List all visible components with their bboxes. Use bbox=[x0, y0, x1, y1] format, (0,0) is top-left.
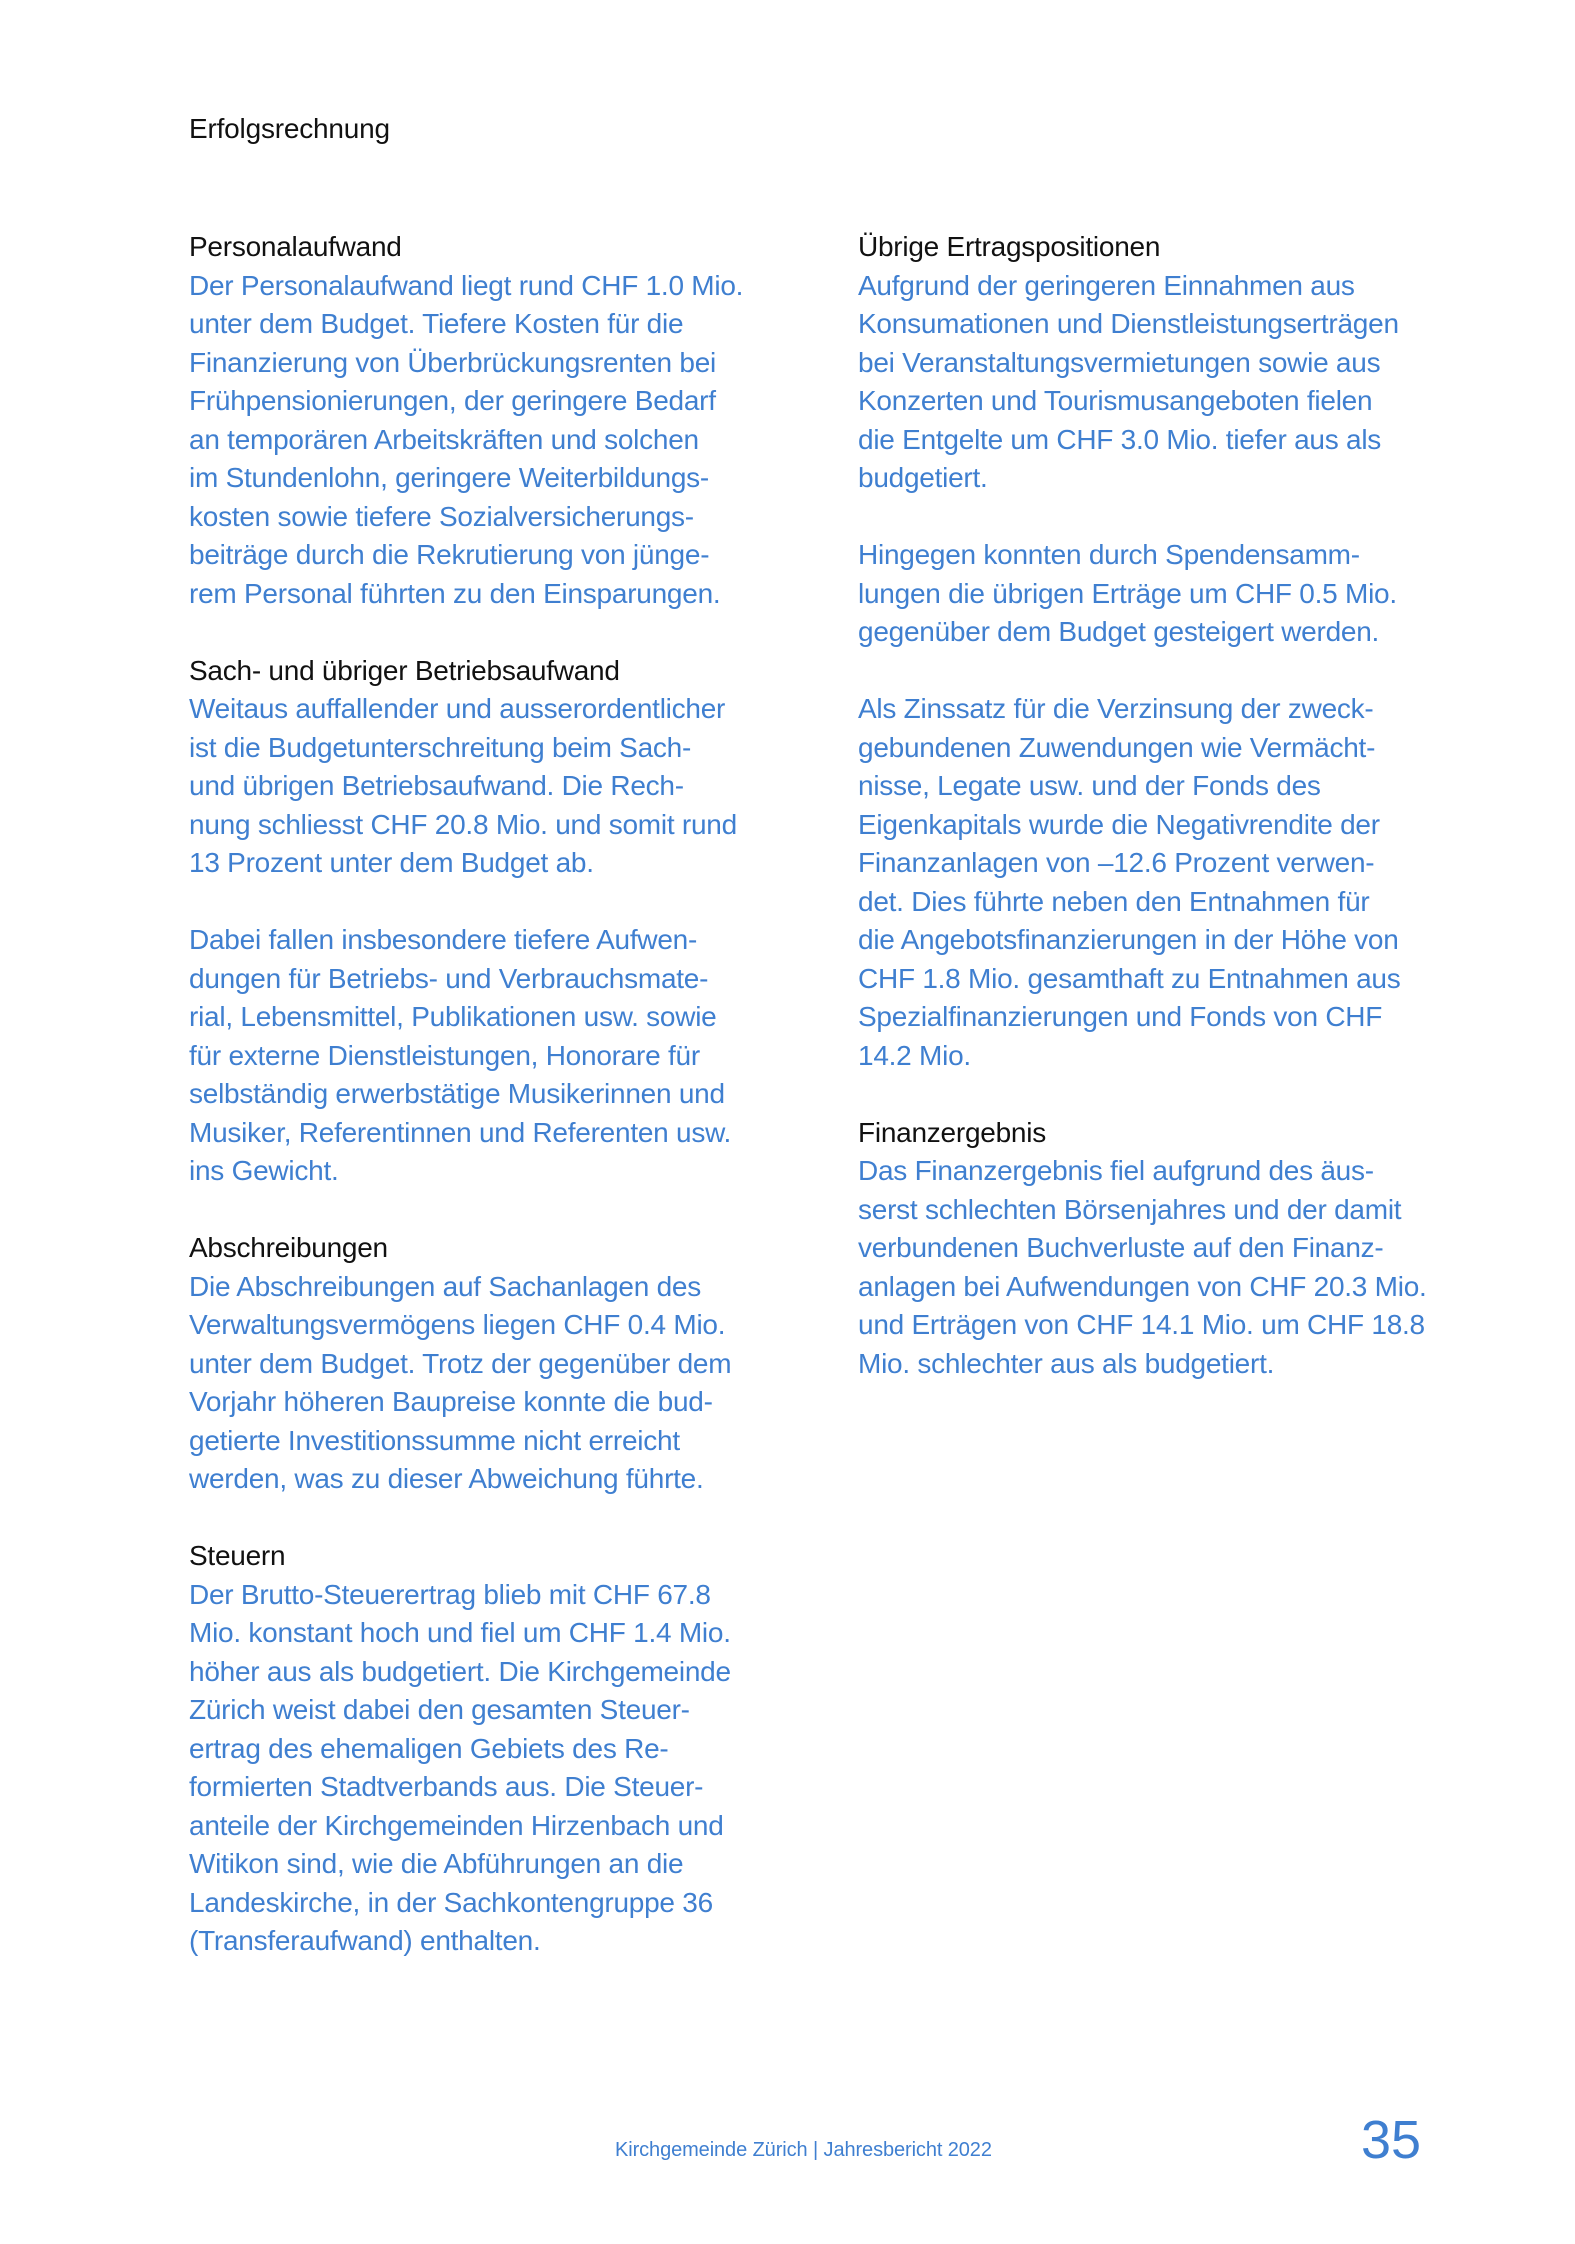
text-line: formierten Stadtverbands aus. Die Steuer- bbox=[189, 1771, 704, 1802]
text-line: Frühpensionierungen, der geringere Bedarf bbox=[189, 385, 716, 416]
paragraph bbox=[858, 1152, 1488, 1383]
text-line: Aufgrund der geringeren Einnahmen aus bbox=[858, 269, 1355, 301]
text-line: budgetiert. bbox=[858, 462, 988, 493]
text-line: lungen die übrigen Erträge um CHF 0.5 Mio. bbox=[858, 577, 1397, 609]
text-line: Finanzanlagen von –12.6 Prozent verwen- bbox=[858, 847, 1375, 878]
paragraph bbox=[189, 690, 819, 883]
text-line: anteile der Kirchgemeinden Hirzenbach und bbox=[189, 1809, 724, 1841]
text-line: im Stundenlohn, geringere Weiterbildungs- bbox=[189, 462, 709, 493]
text-line: selbständig erwerbstätige Musikerinnen und bbox=[189, 1078, 725, 1109]
text-line: Eigenkapitals wurde die Negativrendite der bbox=[858, 808, 1380, 840]
paragraph bbox=[858, 536, 1488, 652]
text-line: die Angebotsfinanzierungen in der Höhe von bbox=[858, 924, 1399, 955]
text-line: Landeskirche, in der Sachkontengruppe 36 bbox=[189, 1886, 713, 1918]
text-line: ist die Budgetunterschreitung beim Sach- bbox=[189, 731, 692, 763]
text-line: ins Gewicht. bbox=[189, 1155, 339, 1186]
text-line: Konsumationen und Dienstleistungserträgen bbox=[858, 308, 1399, 339]
text-line: 13 Prozent unter dem Budget ab. bbox=[189, 847, 594, 878]
text-line: an temporären Arbeitskräften und solchen bbox=[189, 423, 699, 455]
footer-publication-info: Kirchgemeinde Zürich | Jahresbericht 2022 bbox=[615, 2139, 992, 2161]
text-line: kosten sowie tiefere Sozialversicherungs- bbox=[189, 500, 694, 532]
paragraph bbox=[189, 921, 819, 1191]
section-finanzergebnis bbox=[858, 1114, 1488, 1384]
text-line: Dabei fallen insbesondere tiefere Aufwen- bbox=[189, 924, 698, 955]
section-heading: Personalaufwand bbox=[189, 231, 402, 262]
paragraph bbox=[858, 690, 1488, 1075]
text-line: Mio. schlechter aus als budgetiert. bbox=[858, 1347, 1275, 1379]
text-line: rial, Lebensmittel, Publikationen usw. sowie bbox=[189, 1001, 717, 1032]
text-line: dungen für Betriebs- und Verbrauchsmate- bbox=[189, 962, 709, 994]
text-line: für externe Dienstleistungen, Honorare für bbox=[189, 1039, 700, 1071]
text-line: gegenüber dem Budget gesteigert werden. bbox=[858, 616, 1380, 647]
section-heading: Finanzergebnis bbox=[858, 1116, 1046, 1148]
text-line: Mio. konstant hoch und fiel um CHF 1.4 Mio. bbox=[189, 1617, 731, 1648]
section-heading: Steuern bbox=[189, 1540, 286, 1571]
text-line: Vorjahr höheren Baupreise konnte die bud- bbox=[189, 1386, 713, 1417]
text-line: bei Veranstaltungsvermietungen sowie aus bbox=[858, 346, 1381, 378]
paragraph bbox=[189, 1576, 819, 1961]
text-line: 14.2 Mio. bbox=[858, 1039, 971, 1071]
section-personalaufwand bbox=[189, 228, 819, 613]
paragraph bbox=[189, 1268, 819, 1499]
paragraph bbox=[858, 267, 1488, 498]
section-abschreibungen bbox=[189, 1229, 819, 1499]
text-line: rem Personal führten zu den Einsparungen. bbox=[189, 577, 721, 609]
left-column bbox=[189, 228, 819, 1999]
right-column bbox=[858, 228, 1488, 1422]
text-line: (Transferaufwand) enthalten. bbox=[189, 1925, 541, 1956]
text-line: verbundenen Buchverluste auf den Finanz- bbox=[858, 1232, 1384, 1263]
section-heading: Sach- und übriger Betriebsaufwand bbox=[189, 654, 620, 686]
text-line: Musiker, Referentinnen und Referenten usw. bbox=[189, 1116, 732, 1148]
section-heading: Übrige Ertragspositionen bbox=[858, 231, 1161, 262]
text-line: Das Finanzergebnis fiel aufgrund des äus- bbox=[858, 1155, 1374, 1186]
section-steuern bbox=[189, 1537, 819, 1961]
text-line: anlagen bei Aufwendungen von CHF 20.3 Mio. bbox=[858, 1270, 1427, 1302]
text-line: werden, was zu dieser Abweichung führte. bbox=[189, 1463, 704, 1494]
paragraph bbox=[189, 267, 819, 614]
text-line: Der Personalaufwand liegt rund CHF 1.0 Mio. bbox=[189, 269, 744, 301]
text-line: Die Abschreibungen auf Sachanlagen des bbox=[189, 1270, 701, 1302]
page-title: Erfolgsrechnung bbox=[189, 113, 390, 144]
text-line: höher aus als budgetiert. Die Kirchgemeinde bbox=[189, 1655, 731, 1687]
text-line: ertrag des ehemaligen Gebiets des Re- bbox=[189, 1732, 669, 1764]
text-line: Hingegen konnten durch Spendensamm- bbox=[858, 539, 1360, 570]
text-line: Weitaus auffallender und ausserordentlicher bbox=[189, 693, 726, 724]
text-line: getierte Investitionssumme nicht erreicht bbox=[189, 1424, 680, 1456]
text-line: und übrigen Betriebsaufwand. Die Rech- bbox=[189, 770, 684, 801]
text-line: Spezialfinanzierungen und Fonds von CHF bbox=[858, 1001, 1383, 1032]
text-line: gebundenen Zuwendungen wie Vermächt- bbox=[858, 731, 1376, 763]
text-line: CHF 1.8 Mio. gesamthaft zu Entnahmen aus bbox=[858, 962, 1401, 994]
text-line: beiträge durch die Rekrutierung von jünge- bbox=[189, 539, 710, 570]
text-line: serst schlechten Börsenjahres und der damit bbox=[858, 1193, 1402, 1225]
text-line: nisse, Legate usw. und der Fonds des bbox=[858, 770, 1321, 801]
text-line: unter dem Budget. Trotz der gegenüber dem bbox=[189, 1347, 732, 1379]
text-line: unter dem Budget. Tiefere Kosten für die bbox=[189, 308, 684, 339]
text-line: Zürich weist dabei den gesamten Steuer- bbox=[189, 1694, 690, 1725]
text-line: Finanzierung von Überbrückungsrenten bei bbox=[189, 346, 716, 378]
text-line: Konzerten und Tourismusangeboten fielen bbox=[858, 385, 1373, 416]
text-line: die Entgelte um CHF 3.0 Mio. tiefer aus als bbox=[858, 423, 1382, 455]
page-number: 35 bbox=[1361, 2110, 1422, 2170]
text-line: Als Zinssatz für die Verzinsung der zweck- bbox=[858, 693, 1374, 724]
section-uebrige-ertragspositionen bbox=[858, 228, 1488, 1075]
section-heading: Abschreibungen bbox=[189, 1232, 388, 1263]
text-line: Der Brutto-Steuerertrag blieb mit CHF 67.8 bbox=[189, 1578, 711, 1610]
text-line: nung schliesst CHF 20.8 Mio. und somit rund bbox=[189, 808, 737, 840]
text-line: Verwaltungsvermögens liegen CHF 0.4 Mio. bbox=[189, 1309, 726, 1340]
section-sachaufwand bbox=[189, 652, 819, 1191]
text-line: Witikon sind, wie die Abführungen an die bbox=[189, 1848, 684, 1879]
text-line: und Erträgen von CHF 14.1 Mio. um CHF 18.8 bbox=[858, 1309, 1425, 1340]
text-line: det. Dies führte neben den Entnahmen für bbox=[858, 885, 1370, 917]
